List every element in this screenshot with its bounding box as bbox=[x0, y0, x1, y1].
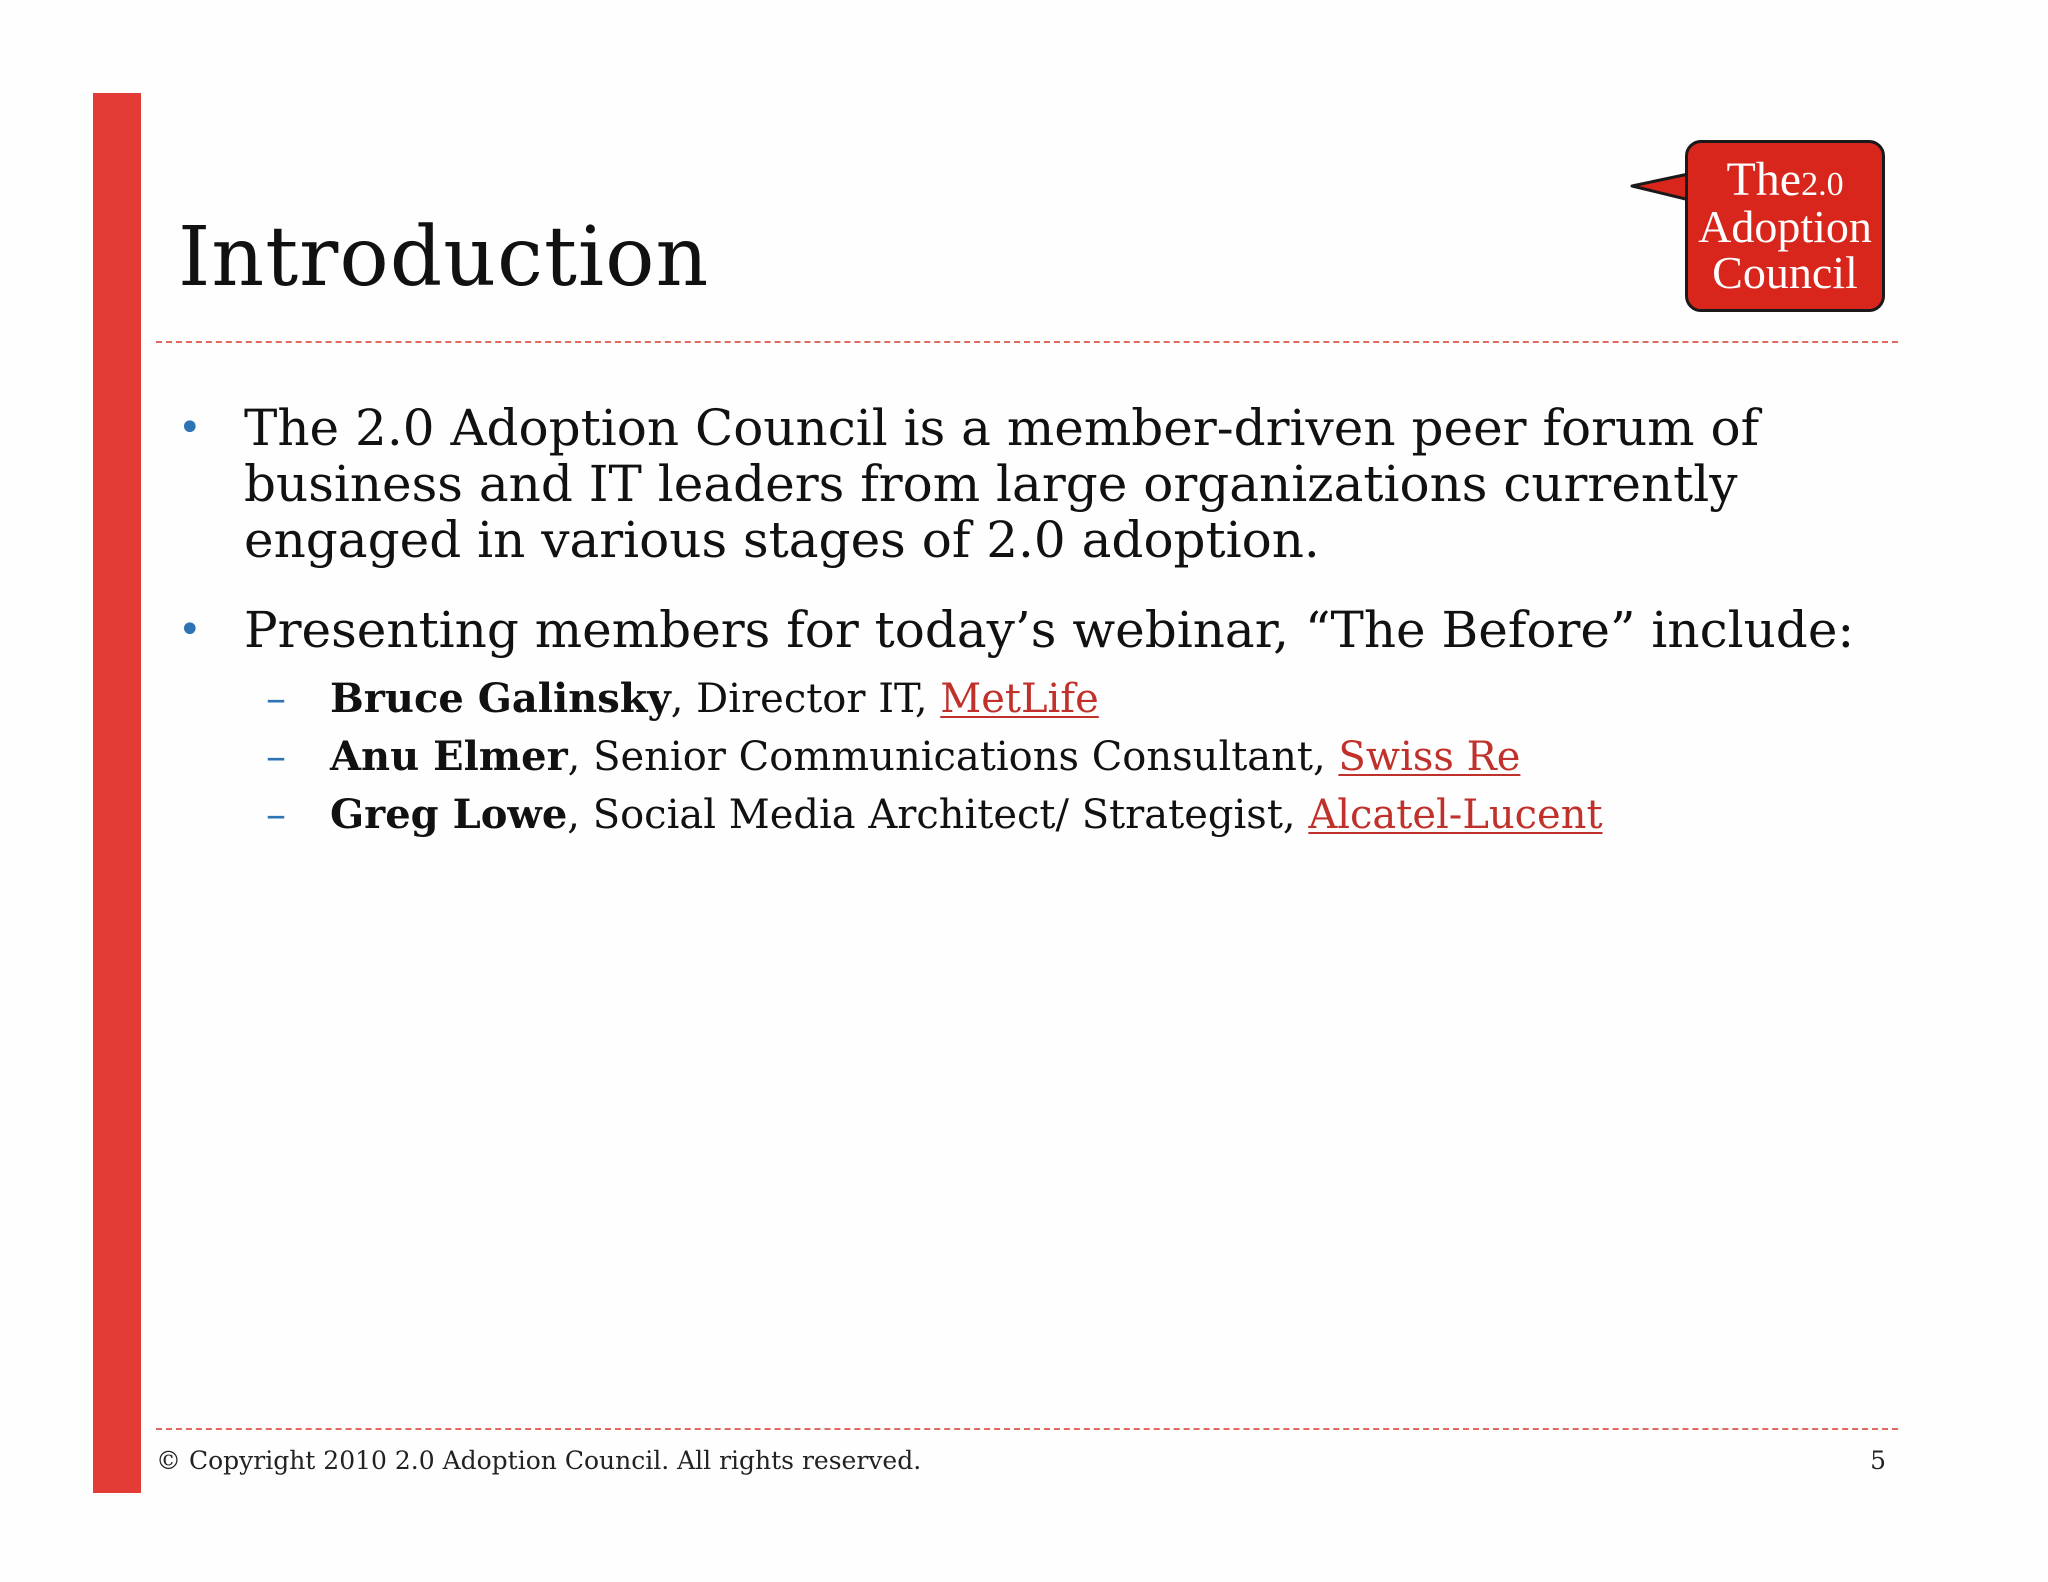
dash-icon: – bbox=[266, 676, 286, 722]
bullet-icon: • bbox=[178, 405, 202, 451]
dash-icon: – bbox=[266, 734, 286, 780]
slide-title: Introduction bbox=[178, 210, 710, 305]
bullet-item bbox=[178, 602, 1898, 658]
logo-line-1 bbox=[1726, 153, 1844, 206]
presenter-name: Greg Lowe bbox=[330, 791, 568, 838]
company-link-metlife[interactable]: MetLife bbox=[940, 676, 1099, 722]
adoption-council-logo bbox=[1630, 138, 1890, 318]
company-link-alcatel-lucent[interactable]: Alcatel-Lucent bbox=[1308, 792, 1603, 838]
presenter-list bbox=[178, 670, 1898, 844]
logo-line-3: Council bbox=[1712, 247, 1858, 298]
footer-divider bbox=[156, 1428, 1898, 1430]
presenter-role: , Senior Communications Consultant, bbox=[567, 734, 1339, 780]
logo-line-2: Adoption bbox=[1698, 201, 1872, 252]
slide-body bbox=[178, 400, 1898, 844]
dash-icon: – bbox=[266, 792, 286, 838]
logo-number: 2.0 bbox=[1801, 166, 1844, 203]
bullet-item bbox=[178, 400, 1898, 568]
logo-word-the: The bbox=[1726, 153, 1802, 206]
logo-badge bbox=[1685, 140, 1885, 312]
presenter-item bbox=[266, 786, 1898, 844]
bullet-text: Presenting members for today’s webinar, “The Before” include: bbox=[244, 601, 1855, 659]
presenter-name: Anu Elmer bbox=[330, 733, 568, 780]
footer-copyright: © Copyright 2010 2.0 Adoption Council. All rights reserved. bbox=[156, 1446, 922, 1475]
page-number: 5 bbox=[1870, 1446, 1886, 1475]
presenter-role: , Director IT, bbox=[670, 676, 941, 722]
presenter-item bbox=[266, 670, 1898, 728]
presenter-role: , Social Media Architect/ Strategist, bbox=[567, 792, 1309, 838]
presenter-item bbox=[266, 728, 1898, 786]
accent-bar bbox=[93, 93, 141, 1493]
company-link-swiss-re[interactable]: Swiss Re bbox=[1338, 734, 1521, 780]
title-divider bbox=[156, 341, 1898, 343]
presenter-name: Bruce Galinsky bbox=[330, 675, 671, 722]
bullet-icon: • bbox=[178, 607, 202, 653]
bullet-text: The 2.0 Adoption Council is a member-driven peer forum of business and IT leaders from large organizations currently engaged in various stages of 2.0 adoption. bbox=[244, 399, 1760, 569]
